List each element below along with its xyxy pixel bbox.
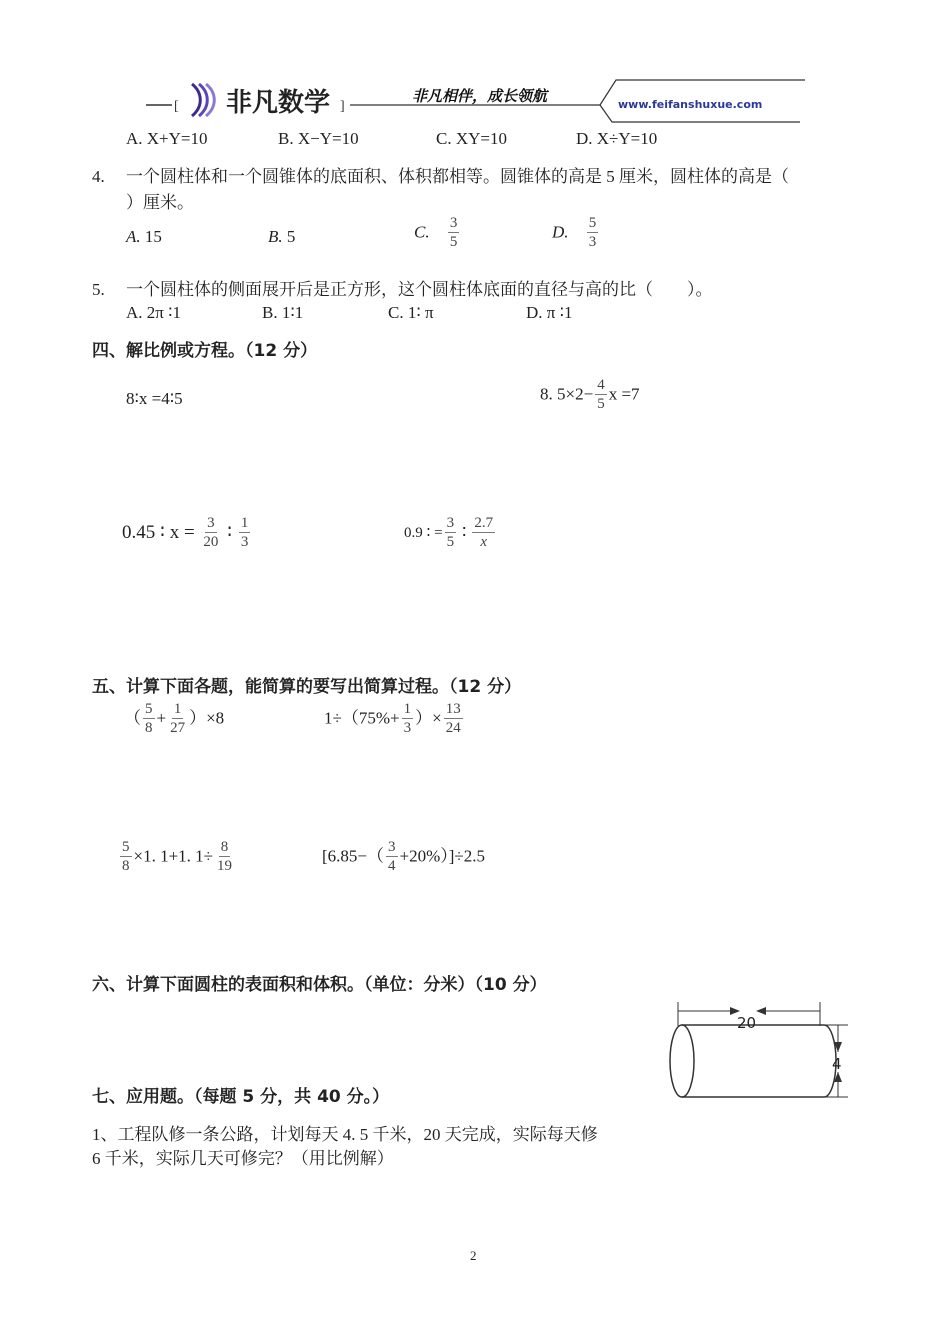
q4-option-d: D. $\frac{5}{3}$ (552, 215, 597, 250)
slogan: 非凡相伴，成长领航 (412, 87, 548, 105)
section5-title: 五、计算下面各题，能简算的要写出简算过程。（12 分） (92, 677, 522, 697)
q3-option-c: C. XY=10 (436, 129, 507, 148)
q5-option-c: C. 1∶ π (388, 303, 434, 322)
fraction: $\frac{2.7}{x}$ (474, 515, 494, 550)
q5-option-d: D. π ∶1 (526, 303, 573, 322)
svg-text:[: [ (174, 99, 179, 114)
diameter-label: 4 (832, 1055, 842, 1073)
cylinder-diagram (662, 996, 852, 1106)
q4-option-c: C. $\frac{3}{5}$ (414, 215, 458, 250)
equation-2: 8. 5×2− $\frac{4}{5}$ x =7 (540, 377, 640, 412)
section6-title: 六、计算下面圆柱的表面积和体积。（单位：分米）（10 分） (92, 975, 547, 995)
q4-text-line2: ）厘米。 (126, 193, 194, 212)
fraction: $\frac{5}{8}$ (122, 839, 130, 874)
q3-option-d: D. X÷Y=10 (576, 129, 658, 148)
app-q1-line2: 6 千米，实际几天可修完？（用比例解） (92, 1149, 394, 1168)
equation-4: 0.9 ∶ = $\frac{3}{5}$ ∶ $\frac{2.7}{x}$ (404, 515, 494, 550)
q5-option-b: B. 1∶1 (262, 303, 304, 322)
q4-option-b: B. 5 (268, 227, 296, 246)
equation-1: 8∶x =4∶5 (126, 389, 183, 408)
logo-icon (186, 82, 220, 118)
q4-option-a: A. 15 (126, 227, 162, 246)
q5-option-a: A. 2π ∶1 (126, 303, 182, 322)
fraction: $\frac{5}{8}$ (145, 701, 153, 736)
fraction: $\frac{13}{24}$ (445, 701, 461, 736)
fraction: $\frac{4}{5}$ (597, 377, 605, 412)
fraction: $\frac{3}{20}$ (203, 515, 219, 550)
q4-number: 4. (92, 167, 105, 186)
calc-problem-3: $\frac{5}{8}$ ×1. 1+1. 1÷ $\frac{8}{19}$ (122, 839, 233, 874)
logo-text: 非凡数学 (226, 88, 331, 118)
fraction: $\frac{3}{4}$ (388, 839, 396, 874)
q4-text-line1: 一个圆柱体和一个圆锥体的底面积、体积都相等。圆锥体的高是 5 厘米，圆柱体的高是（ (126, 167, 789, 186)
app-q1-line1: 1、工程队修一条公路，计划每天 4. 5 千米，20 天完成，实际每天修 (92, 1125, 598, 1144)
section4-title: 四、解比例或方程。（12 分） (92, 341, 318, 361)
fraction: $\frac{3}{5}$ (449, 215, 458, 250)
fraction: $\frac{1}{3}$ (240, 515, 249, 550)
fraction: $\frac{8}{19}$ (217, 839, 233, 874)
fraction: $\frac{1}{3}$ (403, 701, 412, 736)
equation-3: 0.45 ∶ x = $\frac{3}{20}$ ∶ $\frac{1}{3}$ (122, 515, 249, 550)
q3-option-b: B. X−Y=10 (278, 129, 359, 148)
calc-problem-2: 1÷（75%+ $\frac{1}{3}$ ）× $\frac{13}{24}$ (324, 701, 461, 736)
fraction: $\frac{3}{5}$ (446, 515, 455, 550)
page-number: 2 (470, 1248, 477, 1263)
calc-problem-1: （ $\frac{5}{8}$ + $\frac{1}{27}$ ）×8 (124, 701, 225, 736)
length-label: 20 (737, 1014, 757, 1032)
q5-number: 5. (92, 280, 105, 299)
q3-option-a: A. X+Y=10 (126, 129, 208, 148)
website: www.feifanshuxue.com (618, 98, 763, 111)
cylinder-left-ellipse (670, 1025, 694, 1097)
calc-problem-4: [6.85−（ $\frac{3}{4}$ +20%）]÷2.5 (322, 839, 485, 874)
fraction: $\frac{1}{27}$ (170, 701, 186, 736)
page-header (140, 68, 810, 128)
svg-text:]: ] (340, 99, 345, 114)
q5-text: 一个圆柱体的侧面展开后是正方形，这个圆柱体底面的直径与高的比（ ）。 (126, 280, 713, 299)
section7-title: 七、应用题。（每题 5 分，共 40 分。） (92, 1087, 390, 1107)
fraction: $\frac{5}{3}$ (588, 215, 597, 250)
